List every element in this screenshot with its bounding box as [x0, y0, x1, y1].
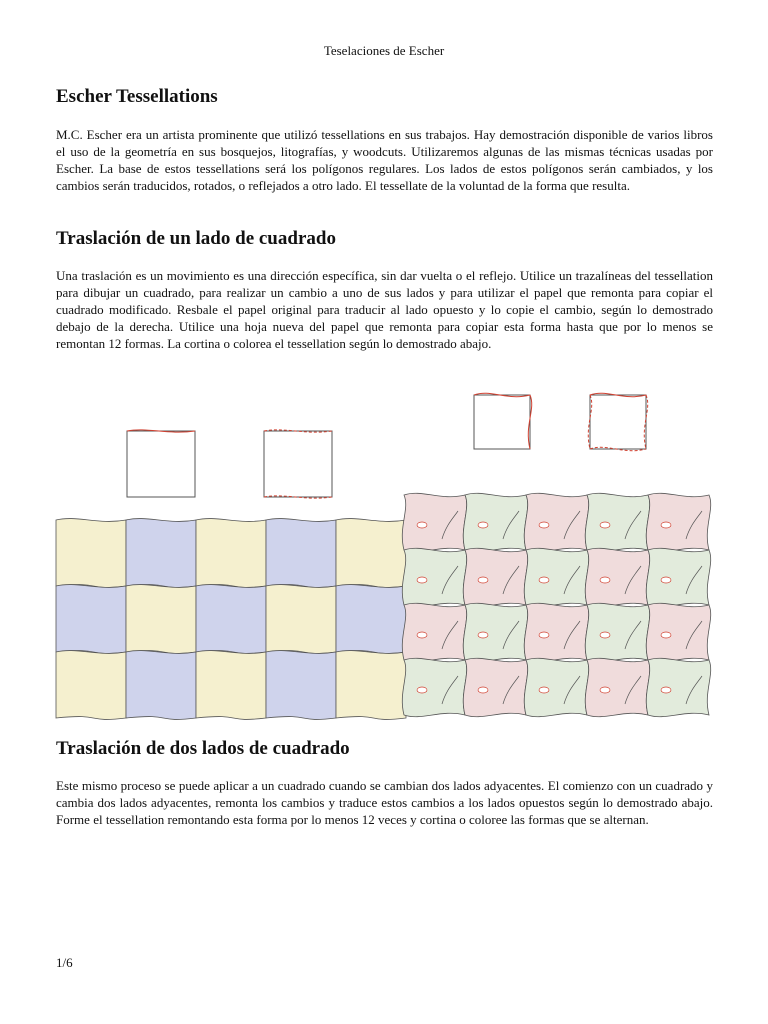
section-body-one-side: Una traslación es un movimiento es una dirección específica, sin dar vuelta o el reflejo. Utilice un trazalíneas del tessellation para dibujar un cuadrado, para realizar un cambio a uno de sus lados y para utilizar el papel que remonta para copiar el cuadrado modificado. Resbale el papel original para traducir al lado opuesto y lo copie el cambio, según lo demostrado debajo de la derecha. Utilice una hoja nueva del papel que remonta para copiar esta forma hasta que por lo menos se remontan 12 formas. La cortina o colorea el tessellation según lo demostrado abajo. [56, 268, 713, 351]
tile-eye [478, 522, 488, 528]
tile-eye [661, 632, 671, 638]
tile-eye [661, 687, 671, 693]
tile-eye [478, 687, 488, 693]
tile-one-side [266, 585, 336, 654]
tile-two-side [646, 548, 710, 606]
tile-eye [600, 632, 610, 638]
tile-one-side [266, 651, 336, 720]
two-side-tessellation [402, 493, 710, 716]
tile-two-side [524, 658, 588, 716]
tile-two-side [585, 603, 649, 661]
one-side-tessellation [56, 519, 406, 720]
tile-two-side [402, 493, 466, 551]
tile-eye [478, 632, 488, 638]
tile-eye [600, 522, 610, 528]
section-heading-escher: Escher Tessellations [56, 86, 218, 107]
tile-one-side [56, 651, 126, 720]
tile-eye [539, 522, 549, 528]
tile-one-side [56, 519, 126, 588]
tile-two-side [585, 658, 649, 716]
square-process-diagrams [127, 393, 648, 498]
tile-eye [417, 632, 427, 638]
tile-one-side [336, 519, 406, 588]
section-body-escher: M.C. Escher era un artista prominente que utilizó tessellations en sus trabajos. Hay demostración disponible de varios libros el uso de la geometría en sus bosquejos, litografías, y woodcuts. Utilizaremos algunas de las mismas técnicas usadas por Escher. La base de estos tessellations será los polígonos regulares. Los lados de estos polígonos serán cambiados, y los cambios serán traducidos, rotados, o reflejados a otro lado. El tessellate de la voluntad de la forma que resulta. [56, 127, 713, 193]
process-square [264, 431, 332, 497]
tile-two-side [463, 548, 527, 606]
tile-two-side [524, 603, 588, 661]
tile-two-side [402, 548, 466, 606]
tile-eye [417, 577, 427, 583]
page-number: 1/6 [56, 955, 73, 970]
tile-two-side [463, 493, 527, 551]
tile-two-side [524, 548, 588, 606]
tile-two-side [646, 658, 710, 716]
section-body-two-sides: Este mismo proceso se puede aplicar a un cuadrado cuando se cambian dos lados adyacentes. El comienzo con un cuadrado y cambia dos lados adyacentes, remonta los cambios y traduce estos cambios a los lados opuestos según lo demostrado abajo. Forme el tessellation remontando esta forma por lo menos 12 veces y cortina o coloree las formas que se alternan. [56, 778, 713, 827]
tile-two-side [585, 493, 649, 551]
process-square [474, 395, 530, 449]
tile-two-side [646, 603, 710, 661]
tile-two-side [463, 658, 527, 716]
tile-two-side [402, 603, 466, 661]
section-heading-two-sides: Traslación de dos lados de cuadrado [56, 738, 350, 759]
tile-one-side [196, 519, 266, 588]
process-square [127, 431, 195, 497]
tile-two-side [402, 658, 466, 716]
tile-eye [417, 687, 427, 693]
tile-one-side [126, 651, 196, 720]
running-title: Teselaciones de Escher [323, 43, 445, 58]
tile-one-side [126, 585, 196, 654]
tile-two-side [646, 493, 710, 551]
tile-eye [600, 687, 610, 693]
tile-eye [600, 577, 610, 583]
tile-eye [539, 632, 549, 638]
tile-eye [478, 577, 488, 583]
tile-two-side [463, 603, 527, 661]
tile-one-side [56, 585, 126, 654]
tile-eye [661, 522, 671, 528]
tile-one-side [196, 651, 266, 720]
tile-one-side [336, 585, 406, 654]
tile-two-side [524, 493, 588, 551]
tile-one-side [196, 585, 266, 654]
process-square [590, 395, 646, 449]
tile-one-side [266, 519, 336, 588]
tile-eye [539, 687, 549, 693]
section-heading-one-side: Traslación de un lado de cuadrado [56, 228, 336, 249]
tile-one-side [126, 519, 196, 588]
tile-one-side [336, 651, 406, 720]
tile-eye [539, 577, 549, 583]
tile-eye [661, 577, 671, 583]
tile-eye [417, 522, 427, 528]
tile-two-side [585, 548, 649, 606]
